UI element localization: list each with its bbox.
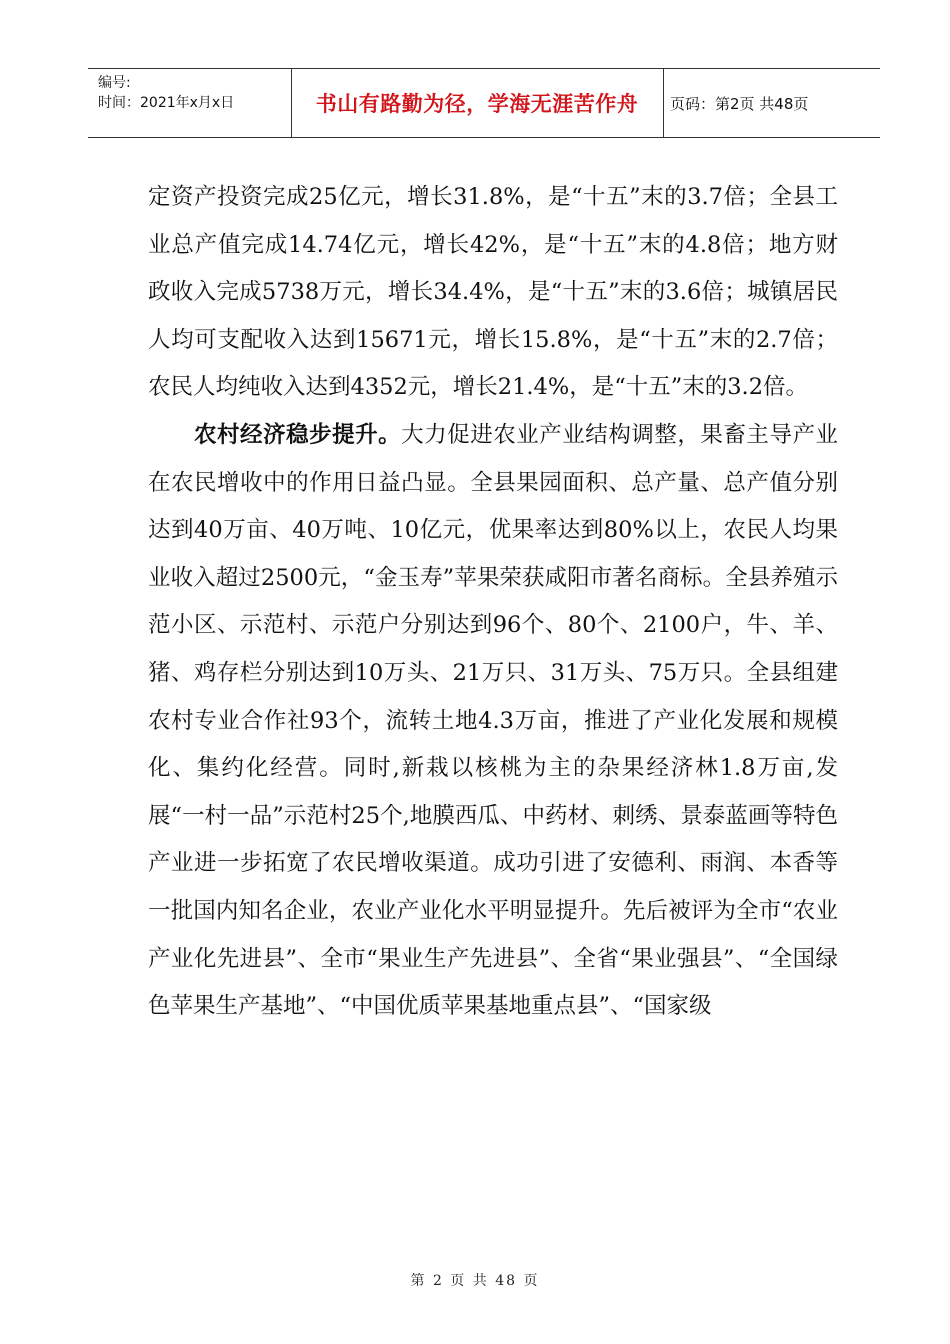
serial-label: 编号: [98,75,131,91]
header-divider-right [663,69,664,137]
paragraph-rural-economy-text: 大力促进农业产业结构调整，果畜主导产业在农民增收中的作用日益凸显。全县果园面积、总产量、总产值分别达到40万亩、40万吨、10亿元，优果率达到80%以上，农民人均果业收入超过2500元，“金玉寿”苹果荣获咸阳市著名商标。全县养殖示范小区、示范村、示范户分别达到96个、80个、2100户，牛、羊、猪、鸡存栏分别达到10万头、21万只、31万头、75万只。全县组建农村专业合作社93个，流转土地4.3万亩，推进了产业化发展和规模化、集约化经营。同时,新栽以核桃为主的杂果经济林1.8万亩,发展“一村一品”示范村25个,地膜西瓜、中药材、刺绣、景泰蓝画等特色产业进一步拓宽了农民增收渠道。成功引进了安德利、雨润、本香等一批国内知名企业，农业产业化水平明显提升。先后被评为全市“农业产业化先进县”、全市“果业生产先进县”、全省“果业强县”、“全国绿色苹果生产基地”、“中国优质苹果基地重点县”、“国家级 [148,421,838,1020]
page-footer: 第 2 页 共 48 页 [410,1273,540,1289]
paragraph-lead-heading: 农村经济稳步提升。 [194,421,402,448]
paragraph-statistics: 定资产投资完成25亿元，增长31.8%，是“十五”末的3.7倍；全县工业总产值完成14.74亿元，增长42%，是“十五”末的4.8倍；地方财政收入完成5738万元，增长34.4%，是“十五”末的3.6倍；城镇居民人均可支配收入达到15671元，增长15.8%，是“十五”末的2.7倍；农民人均纯收入达到4352元，增长21.4%，是“十五”末的3.2倍。 [148,184,838,401]
header-motto: 书山有路勤为径，学海无涯苦作舟 [315,92,639,116]
time-label: 时间：2021年x月x日 [98,95,235,111]
paragraph-rural-economy [148,412,838,1031]
header-page-info: 页码：第2页 共48页 [670,94,809,113]
document-body [148,174,838,1031]
page-header [88,68,880,138]
header-meta [98,73,234,113]
